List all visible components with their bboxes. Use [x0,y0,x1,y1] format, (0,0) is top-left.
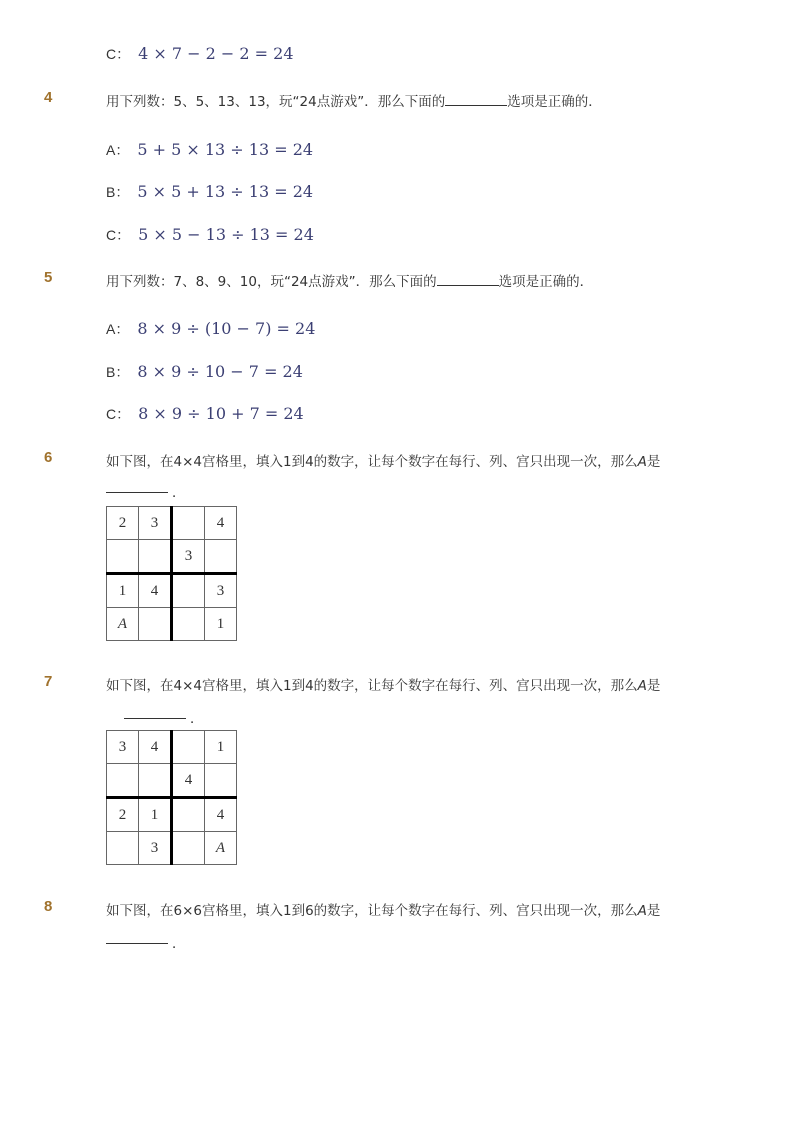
question-number: 6 [44,449,53,466]
grid-cell [172,608,205,641]
grid-cell [139,540,172,574]
grid-row [107,764,237,798]
grid-cell: A [107,608,139,641]
grid-cell: 1 [205,608,237,641]
grid-cell: 1 [205,731,237,764]
grid-cell [205,764,237,798]
option-label: C： [106,46,131,62]
question-text-tail: 是 [646,678,661,694]
grid-cell: 2 [107,507,139,540]
variable-a: A [637,454,647,470]
grid-cell [172,574,205,608]
option-label: B： [106,184,130,200]
grid-row [107,540,237,574]
q5-option-c [106,404,304,424]
answer-blank [106,943,168,944]
q5-option-a [106,319,315,339]
grid-cell [205,540,237,574]
grid-cell [139,764,172,798]
question-number: 7 [44,673,53,690]
grid-row [107,798,237,832]
question-text: 如下图，在4×4宫格里，填入1到4的数字，让每个数字在每行、列、宫只出现一次，那么 [106,454,638,470]
grid-cell: 4 [172,764,205,798]
question-text-tail: 是 [646,454,661,470]
grid-cell [107,540,139,574]
grid-cell: 3 [107,731,139,764]
q5-question-text [106,270,593,290]
grid-cell: 3 [139,507,172,540]
q7-question-text [106,674,660,694]
grid-cell [172,507,205,540]
grid-row [107,507,237,540]
option-expression: 8 × 9 ÷ 10 − 7 = 24 [137,362,303,381]
q5-option-b [106,362,303,382]
answer-blank [106,492,168,493]
q4-option-b [106,182,313,202]
q6-question-text [106,450,660,470]
option-expression: 4 × 7 − 2 − 2 = 24 [138,44,294,63]
q4-question-text [106,90,602,110]
question-text-tail: 选项是正确的． [507,94,602,110]
option-label: B： [106,364,130,380]
sudoku-grid-q6 [106,506,237,641]
q4-option-a [106,140,313,160]
variable-a: A [637,678,647,694]
option-label: A： [106,142,130,158]
variable-a: A [637,903,647,919]
answer-blank [124,718,186,719]
q3-option-c [106,44,294,64]
option-label: A： [106,321,130,337]
option-label: C： [106,227,131,243]
option-expression: 8 × 9 ÷ (10 − 7) = 24 [137,319,316,338]
question-number: 4 [44,89,53,106]
option-expression: 5 × 5 − 13 ÷ 13 = 24 [138,225,314,244]
answer-blank [437,271,499,286]
grid-row [107,832,237,865]
question-text: 如下图，在4×4宫格里，填入1到4的数字，让每个数字在每行、列、宫只出现一次，那么 [106,678,638,694]
option-expression: 8 × 9 ÷ 10 + 7 = 24 [138,404,304,423]
grid-row [107,731,237,764]
grid-cell: 1 [139,798,172,832]
grid-cell: 2 [107,798,139,832]
question-number: 5 [44,269,53,286]
grid-cell: 3 [205,574,237,608]
question-text: 用下列数：5、5、13、13，玩“24点游戏”．那么下面的 [106,94,446,110]
grid-cell: 4 [205,798,237,832]
question-number: 8 [44,898,53,915]
grid-cell: 4 [139,574,172,608]
grid-cell: 1 [107,574,139,608]
option-expression: 5 + 5 × 13 ÷ 13 = 24 [137,140,314,159]
grid-row [107,608,237,641]
grid-cell: 3 [139,832,172,865]
grid-cell: 3 [172,540,205,574]
period: ． [172,485,186,501]
grid-cell: A [205,832,237,865]
grid-cell [107,764,139,798]
grid-cell: 4 [205,507,237,540]
grid-cell [172,832,205,865]
option-expression: 5 × 5 + 13 ÷ 13 = 24 [137,182,314,201]
q8-question-text [106,899,660,919]
question-text: 如下图，在6×6宫格里，填入1到6的数字，让每个数字在每行、列、宫只出现一次，那么 [106,903,638,919]
q4-option-c [106,225,314,245]
grid-cell [172,798,205,832]
grid-cell [107,832,139,865]
option-label: C： [106,406,131,422]
grid-cell [139,608,172,641]
answer-blank [445,91,507,106]
question-text-tail: 选项是正确的． [498,274,594,290]
grid-row [107,574,237,608]
question-text-tail: 是 [646,903,661,919]
sudoku-grid-q7 [106,730,237,865]
question-text: 用下列数：7、8、9、10，玩“24点游戏”．那么下面的 [106,274,437,290]
period: ． [190,711,204,727]
grid-cell: 4 [139,731,172,764]
grid-cell [172,731,205,764]
period: ． [172,936,186,952]
